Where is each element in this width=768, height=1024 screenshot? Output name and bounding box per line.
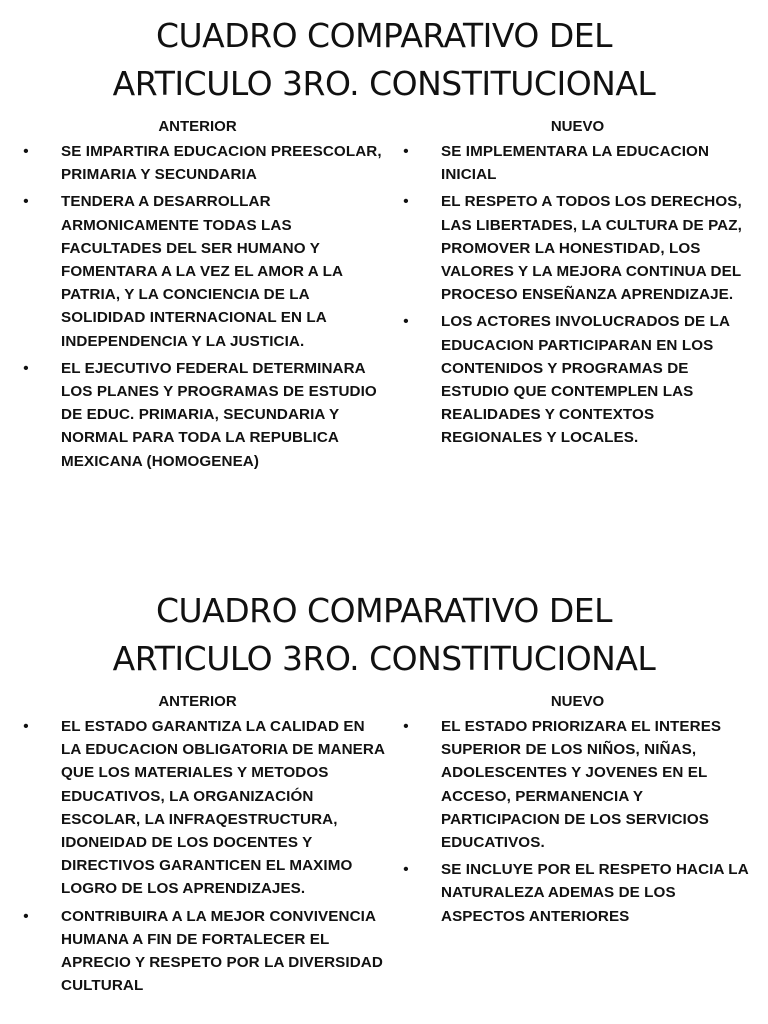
bullet-text: EL RESPETO A TODOS LOS DERECHOS, LAS LIBERTADES, LA CULTURA DE PAZ, PROMOVER LA HONESTIDAD, LOS VALORES Y LA MEJORA CONTINUA DEL PROCESO ENSEÑANZA APRENDIZAJE.	[441, 193, 742, 304]
column-heading-anterior: ANTERIOR	[158, 118, 237, 135]
bullet-item	[400, 140, 758, 186]
bullet-item	[400, 310, 758, 449]
bullet-text: SE INCLUYE POR EL RESPETO HACIA LA NATURALEZA ADEMAS DE LOS ASPECTOS ANTERIORES	[441, 861, 749, 925]
bullet-icon: •	[403, 718, 409, 735]
bullet-item	[20, 357, 385, 473]
bullet-text: SE IMPLEMENTARA LA EDUCACION INICIAL	[441, 143, 710, 184]
bullet-item	[20, 190, 385, 352]
column-nuevo	[400, 116, 758, 454]
column-heading-nuevo: NUEVO	[550, 118, 605, 135]
bullet-icon: •	[23, 907, 29, 925]
title-line-1: CUADRO COMPARATIVO DEL	[155, 591, 613, 630]
bullet-item	[20, 905, 385, 998]
bullet-text: SE IMPARTIRA EDUCACION PREESCOLAR, PRIMARIA Y SECUNDARIA	[61, 143, 382, 184]
slide-title	[0, 575, 768, 683]
bullet-item	[400, 715, 758, 854]
column-nuevo	[400, 691, 758, 932]
bullet-list-nuevo	[400, 715, 758, 928]
column-heading-anterior: ANTERIOR	[158, 693, 237, 710]
bullet-text: EL ESTADO PRIORIZARA EL INTERES SUPERIOR DE LOS NIÑOS, NIÑAS, ADOLESCENTES Y JOVENES EN EL ACCESO, PERMANENCIA Y PARTICIPACION DE LOS SERVICIOS EDUCATIVOS.	[441, 718, 722, 852]
title-line-2: ARTICULO 3RO. CONSTITUCIONAL	[112, 64, 656, 103]
bullet-item	[400, 858, 758, 928]
bullet-list-anterior	[20, 715, 385, 997]
title-line-2: ARTICULO 3RO. CONSTITUCIONAL	[112, 639, 656, 678]
bullet-icon: •	[403, 861, 409, 879]
bullet-list-nuevo	[400, 140, 758, 450]
bullet-icon: •	[403, 193, 409, 211]
bullet-icon: •	[403, 143, 409, 160]
slide-2	[0, 575, 768, 1024]
column-anterior	[20, 116, 385, 477]
bullet-icon: •	[23, 718, 29, 735]
bullet-icon: •	[23, 143, 29, 160]
bullet-text: EL EJECUTIVO FEDERAL DETERMINARA LOS PLANES Y PROGRAMAS DE ESTUDIO DE EDUC. PRIMARIA, SECUNDARIA Y NORMAL PARA TODA LA REPUBLICA MEXICANA (HOMOGENEA)	[61, 359, 377, 470]
bullet-text: LOS ACTORES INVOLUCRADOS DE LA EDUCACION PARTICIPARAN EN LOS CONTENIDOS Y PROGRAMAS DE ESTUDIO QUE CONTEMPLEN LAS REALIDADES Y CONTEXTOS REGIONALES Y LOCALES.	[441, 313, 730, 447]
bullet-icon: •	[23, 193, 29, 211]
bullet-item	[20, 715, 385, 901]
column-anterior	[20, 691, 385, 1001]
bullet-icon: •	[403, 313, 409, 331]
bullet-list-anterior	[20, 140, 385, 473]
bullet-text: CONTRIBUIRA A LA MEJOR CONVIVENCIA HUMANA A FIN DE FORTALECER EL APRECIO Y RESPETO POR LA DIVERSIDAD CULTURAL	[61, 907, 383, 995]
bullet-item	[20, 140, 385, 186]
title-line-1: CUADRO COMPARATIVO DEL	[155, 16, 613, 55]
bullet-text: EL ESTADO GARANTIZA LA CALIDAD EN LA EDUCACION OBLIGATORIA DE MANERA QUE LOS MATERIALES Y METODOS EDUCATIVOS, LA ORGANIZACIÓN ESCOLAR, LA INFRAQESTRUCTURA, IDONEIDAD DE LOS DOCENTES Y DIRECTIVOS GARANTICEN EL MAXIMO LOGRO DE LOS APRENDIZAJES.	[61, 718, 385, 898]
bullet-item	[400, 190, 758, 306]
slide-title	[0, 0, 768, 108]
bullet-icon: •	[23, 359, 29, 377]
bullet-text: TENDERA A DESARROLLAR ARMONICAMENTE TODAS LAS FACULTADES DEL SER HUMANO Y FOMENTARA A LA VEZ EL AMOR A LA PATRIA, Y LA CONCIENCIA DE LA SOLIDIDAD INTERNACIONAL EN LA INDEPENDENCIA Y LA JUSTICIA.	[61, 193, 343, 350]
column-heading-nuevo: NUEVO	[550, 693, 605, 710]
